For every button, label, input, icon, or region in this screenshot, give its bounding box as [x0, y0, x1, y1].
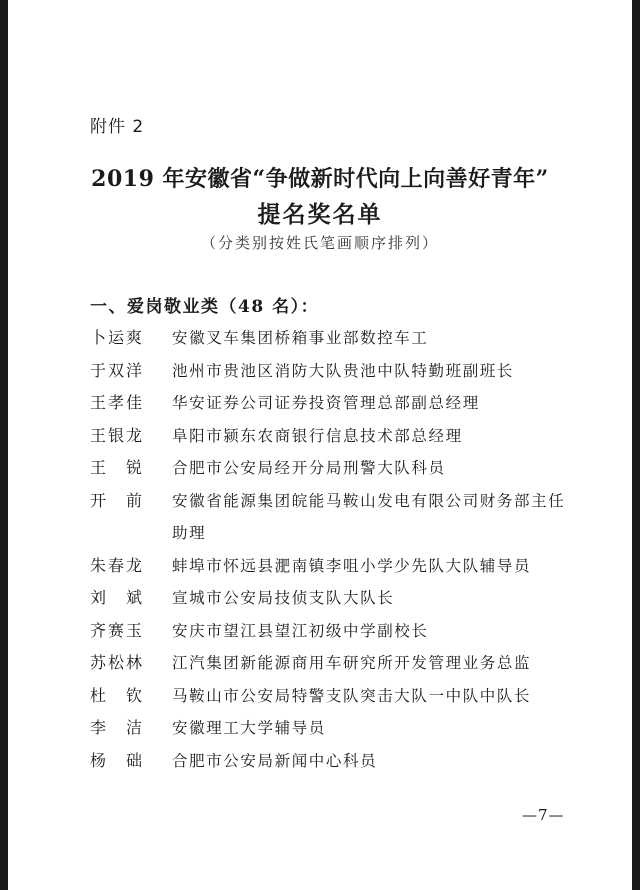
list-item	[90, 615, 590, 648]
nominee-name: 开 前	[90, 490, 145, 510]
nominee-name: 齐赛玉	[90, 620, 145, 640]
document-title: 2019 年安徽省“争做新时代向上向善好青年”	[91, 166, 549, 192]
nominee-position: 安徽省能源集团皖能马鞍山发电有限公司财务部主任 助理	[172, 491, 566, 542]
nominee-name: 苏松林	[90, 653, 145, 672]
nominee-name: 朱春龙	[90, 555, 145, 575]
nominee-position: 江汽集团新能源商用车研究所开发管理业务总监	[172, 654, 532, 672]
nominee-name: 王银龙	[90, 425, 145, 445]
document-subtitle: （分类别按姓氏笔画顺序排列）	[200, 234, 439, 252]
attachment-label: 附件 2	[90, 117, 145, 137]
page-number: —7—	[522, 806, 565, 824]
nominee-position: 蚌埠市怀远县淝南镇李咀小学少先队大队辅导员	[172, 556, 532, 575]
nominee-position: 宣城市公安局技侦支队大队长	[172, 589, 395, 607]
nominee-name: 杜 钦	[90, 685, 145, 705]
nominee-name: 王孝佳	[90, 393, 145, 412]
nominee-name: 李 洁	[90, 718, 145, 737]
section-heading: 一、爱岗敬业类（48 名）：	[90, 297, 320, 317]
document-page	[8, 0, 632, 890]
nominee-name: 于双洋	[90, 360, 145, 380]
list-item	[90, 647, 590, 680]
list-item	[90, 420, 590, 453]
list-item	[90, 452, 590, 485]
list-item	[90, 485, 590, 550]
nominee-position: 华安证券公司证券投资管理总部副总经理	[172, 394, 480, 412]
nominee-position: 合肥市公安局经开分局刑警大队科员	[172, 459, 446, 477]
nominee-name: 杨 础	[90, 750, 145, 770]
document-title-line2: 提名奖名单	[257, 201, 383, 228]
list-item	[90, 745, 590, 778]
list-item	[90, 582, 590, 615]
nominee-position: 安徽理工大学辅导员	[172, 719, 326, 737]
nominee-position: 马鞍山市公安局特警支队突击大队一中队中队长	[172, 686, 532, 705]
nominee-position: 安庆市望江县望江初级中学副校长	[172, 621, 429, 640]
nominee-position: 安徽叉车集团桥箱事业部数控车工	[172, 329, 429, 347]
nominee-position: 合肥市公安局新闻中心科员	[172, 751, 378, 770]
nominee-name: 王 锐	[90, 458, 145, 477]
nominee-position: 池州市贵池区消防大队贵池中队特勤班副班长	[172, 361, 515, 380]
nominee-list	[90, 322, 590, 777]
list-item	[90, 387, 590, 420]
list-item	[90, 680, 590, 713]
list-item	[90, 322, 590, 355]
nominee-name: 卜运爽	[90, 328, 145, 347]
list-item	[90, 355, 590, 388]
nominee-position: 阜阳市颍东农商银行信息技术部总经理	[172, 426, 463, 445]
list-item	[90, 550, 590, 583]
list-item	[90, 712, 590, 745]
nominee-name: 刘 斌	[90, 588, 145, 607]
